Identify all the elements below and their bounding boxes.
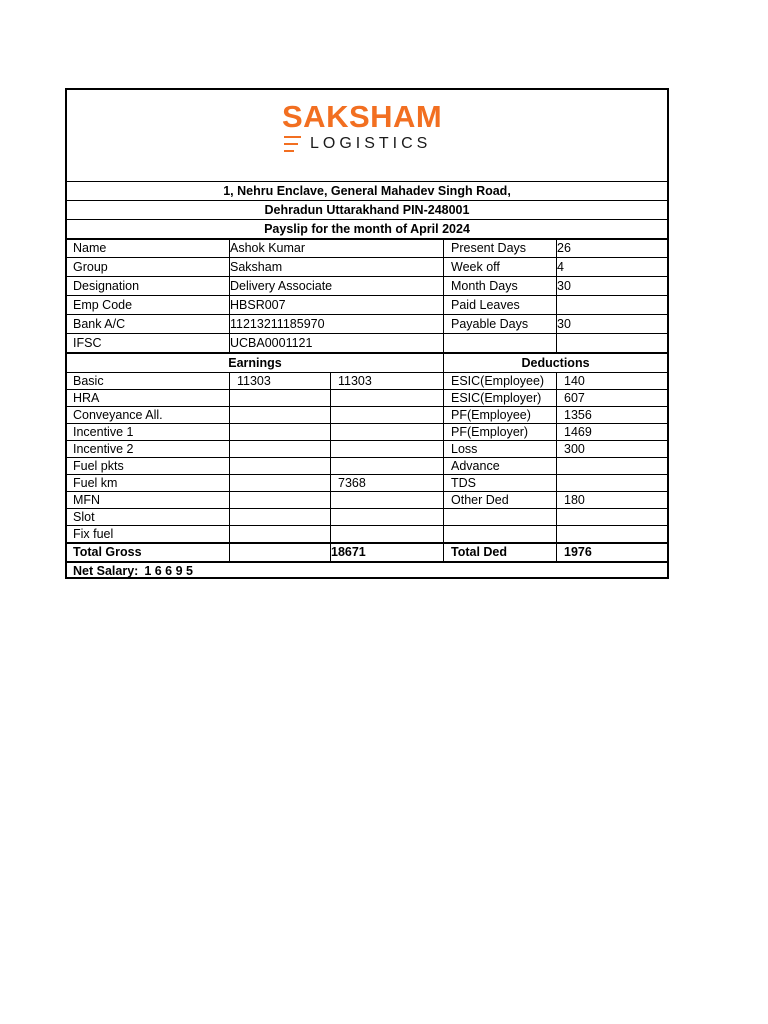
detail-row [67, 276, 667, 295]
detail-label: Emp Code [73, 297, 133, 312]
detail-value-2: 4 [556, 258, 667, 276]
total-ded-value: 1976 [556, 544, 667, 561]
address-line-1: 1, Nehru Enclave, General Mahadev Singh Road, [223, 183, 511, 198]
detail-label-2: Month Days [443, 277, 556, 295]
earning-rate [229, 475, 330, 491]
deduction-amount [556, 475, 667, 491]
earning-rate [229, 390, 330, 406]
deduction-amount: 1356 [556, 407, 667, 423]
line-item-row [67, 372, 667, 389]
deduction-label: PF(Employer) [443, 424, 556, 440]
earning-amount [330, 407, 443, 423]
line-item-row [67, 406, 667, 423]
earning-amount [330, 441, 443, 457]
net-salary-row [67, 561, 667, 579]
earnings-header: Earnings [228, 355, 282, 370]
line-item-row [67, 474, 667, 491]
earning-amount [330, 458, 443, 474]
net-salary-value: 1 6 6 9 5 [144, 563, 193, 578]
title-row [67, 219, 667, 238]
earning-rate: 11303 [229, 373, 330, 389]
line-item-row [67, 457, 667, 474]
detail-label: Designation [73, 278, 140, 293]
line-item-row [67, 525, 667, 542]
earning-label: Conveyance All. [73, 407, 163, 422]
deduction-amount [556, 509, 667, 525]
earning-label: Incentive 2 [73, 441, 134, 456]
earning-label: Basic [73, 373, 104, 388]
deduction-label [443, 509, 556, 525]
detail-row [67, 314, 667, 333]
total-gross-label: Total Gross [73, 545, 142, 560]
line-item-row [67, 423, 667, 440]
address-line-2-row [67, 200, 667, 219]
earning-rate [229, 492, 330, 508]
address-line-2: Dehradun Uttarakhand PIN-248001 [264, 202, 470, 217]
deduction-label: Loss [443, 441, 556, 457]
deduction-label: Advance [443, 458, 556, 474]
earning-amount: 7368 [330, 475, 443, 491]
deduction-label: PF(Employee) [443, 407, 556, 423]
detail-label-2: Payable Days [443, 315, 556, 333]
detail-value-2: 30 [556, 315, 667, 333]
detail-value: Saksham [229, 258, 443, 276]
detail-row [67, 333, 667, 352]
detail-row [67, 238, 667, 257]
earning-label: MFN [73, 492, 101, 507]
earning-rate [229, 458, 330, 474]
earning-rate [229, 526, 330, 542]
earning-amount [330, 390, 443, 406]
earning-rate [229, 441, 330, 457]
logo-subtitle: LOGISTICS [310, 135, 432, 152]
detail-label: Group [73, 259, 108, 274]
payslip-title: Payslip for the month of April 2024 [264, 221, 470, 236]
detail-value: 11213211185970 [229, 315, 443, 333]
detail-label: Name [73, 241, 107, 256]
earning-rate [229, 424, 330, 440]
total-ded-label: Total Ded [443, 544, 556, 561]
net-salary-label: Net Salary: [73, 563, 139, 578]
earning-label: Incentive 1 [73, 424, 134, 439]
deduction-label: TDS [443, 475, 556, 491]
detail-value: UCBA0001121 [229, 334, 443, 352]
totals-row [67, 542, 667, 561]
detail-label-2: Paid Leaves [443, 296, 556, 314]
detail-value-2 [556, 296, 667, 314]
earning-label: HRA [73, 390, 100, 405]
detail-value-2 [556, 334, 667, 352]
earning-amount [330, 492, 443, 508]
earning-label: Slot [73, 509, 95, 524]
earning-rate [229, 509, 330, 525]
deduction-amount: 140 [556, 373, 667, 389]
deduction-label: Other Ded [443, 492, 556, 508]
deduction-label [443, 526, 556, 542]
line-item-row [67, 389, 667, 406]
address-line-1-row [67, 181, 667, 200]
logo [67, 90, 667, 181]
section-header-row [67, 352, 667, 372]
earning-amount: 11303 [330, 373, 443, 389]
earning-label: Fuel km [73, 475, 118, 490]
detail-value-2: 30 [556, 277, 667, 295]
deduction-amount: 1469 [556, 424, 667, 440]
totals-blank-cell [229, 544, 330, 561]
earning-amount [330, 509, 443, 525]
detail-value: Delivery Associate [229, 277, 443, 295]
deduction-amount: 300 [556, 441, 667, 457]
detail-row [67, 295, 667, 314]
deduction-amount: 607 [556, 390, 667, 406]
detail-value-2: 26 [556, 240, 667, 257]
earning-amount [330, 526, 443, 542]
detail-label: Bank A/C [73, 316, 126, 331]
earning-label: Fix fuel [73, 526, 114, 541]
earning-label: Fuel pkts [73, 458, 124, 473]
deduction-amount: 180 [556, 492, 667, 508]
deductions-header: Deductions [443, 354, 667, 372]
detail-value: HBSR007 [229, 296, 443, 314]
total-gross-value: 18671 [330, 544, 443, 561]
line-item-row [67, 491, 667, 508]
detail-label-2 [443, 334, 556, 352]
deduction-amount [556, 458, 667, 474]
deduction-amount [556, 526, 667, 542]
earning-amount [330, 424, 443, 440]
line-item-row [67, 440, 667, 457]
detail-label-2: Week off [443, 258, 556, 276]
detail-label-2: Present Days [443, 240, 556, 257]
payslip [65, 88, 669, 579]
deduction-label: ESIC(Employer) [443, 390, 556, 406]
earning-rate [229, 407, 330, 423]
detail-value: Ashok Kumar [229, 240, 443, 257]
logo-wordmark: SAKSHAM [282, 99, 443, 134]
net-salary [67, 563, 667, 579]
logo-lines-icon [284, 136, 301, 152]
line-item-row [67, 508, 667, 525]
detail-row [67, 257, 667, 276]
deduction-label: ESIC(Employee) [443, 373, 556, 389]
detail-label: IFSC [73, 335, 102, 350]
